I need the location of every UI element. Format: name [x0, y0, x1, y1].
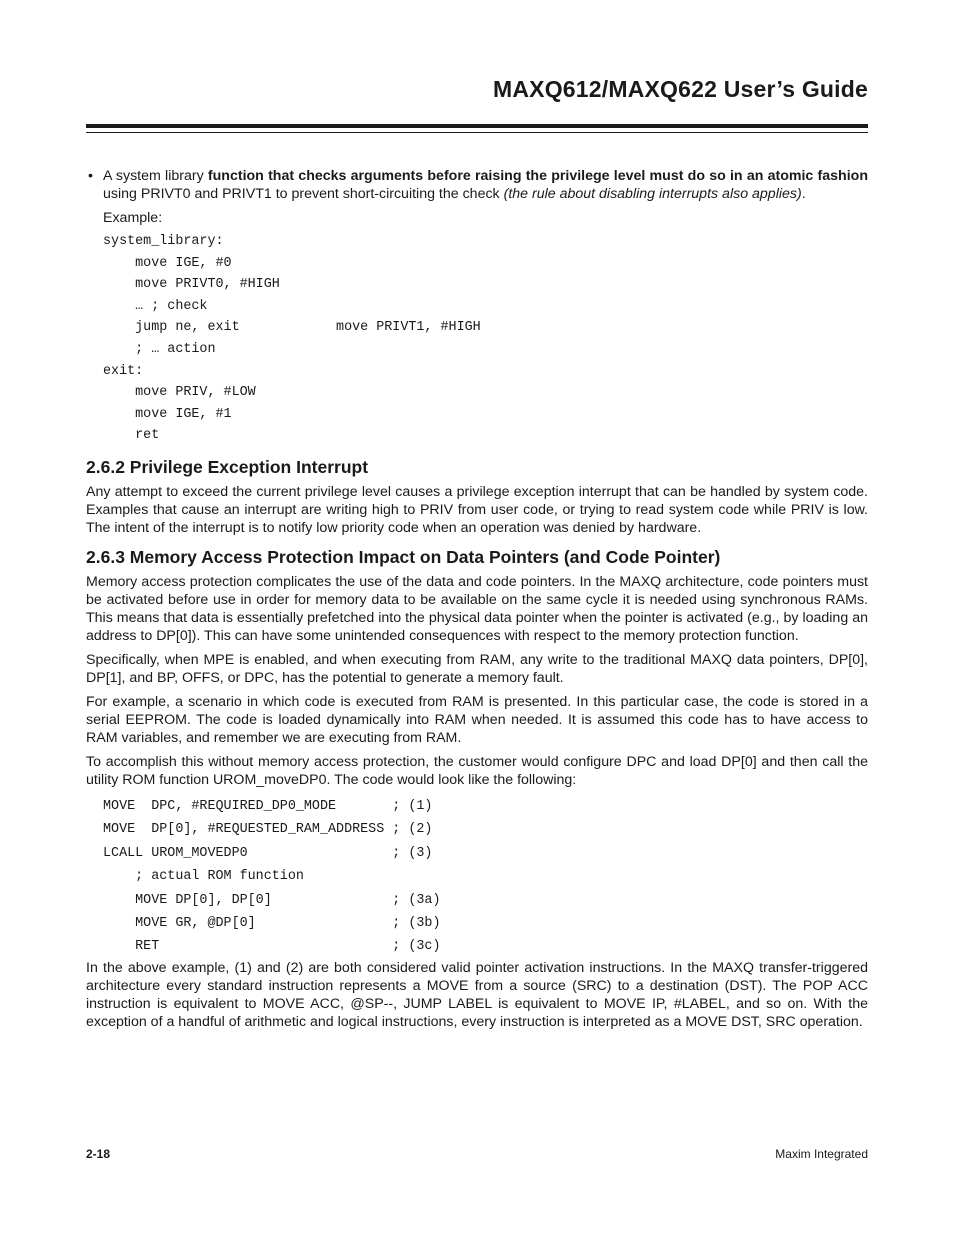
example-label: Example: — [103, 210, 163, 226]
bullet-mid-text: using PRIVT0 and PRIVT1 to prevent short-circuiting the check — [103, 186, 504, 202]
bullet-lead-text: A system library — [103, 168, 208, 184]
code-line: move IGE, #1 — [103, 406, 232, 422]
section-2-6-3-paragraph-5: In the above example, (1) and (2) are both considered valid pointer activation instructions. In the MAXQ transfer-triggered architecture every standard instruction represents a MOVE from a source (SRC) to a destination (DST). The POP ACC instruction is equivalent to MOVE ACC, @SP--, JUMP LABEL is equivalent to MOVE IP, #LABEL, and so on. With the exception of a handful of arithmetic and logical instructions, every instruction is interpreted as a MOVE DST, SRC operation. — [86, 959, 868, 1030]
bullet-bold-text: function that checks arguments before raising the privilege level must do so in an atomic fashion — [207, 168, 868, 184]
bullet-end-text: . — [801, 186, 806, 202]
code-line: exit: — [103, 363, 144, 379]
bullet-dot: • — [88, 168, 93, 184]
code-line: move PRIVT0, #HIGH — [103, 277, 280, 293]
bullet-italic-text: (the rule about disabling interrupts also applies) — [503, 186, 802, 202]
bullet-paragraph — [86, 167, 868, 203]
header-rule-thick — [86, 124, 868, 128]
code-line: ; actual ROM function — [103, 869, 304, 885]
main-content — [86, 167, 868, 1037]
footer-company: Maxim Integrated — [775, 1147, 868, 1161]
section-2-6-3-paragraph-2: Specifically, when MPE is enabled, and when executing from RAM, any write to the traditional MAXQ data pointers, DP[0], DP[1], and BP, OFFS, or DPC, has the potential to generate a memory fault. — [86, 651, 868, 686]
section-heading-2-6-2: 2.6.2 Privilege Exception Interrupt — [86, 456, 369, 477]
code-line: jump ne, exit move PRIVT1, #HIGH — [103, 320, 481, 336]
code-line: … ; check — [103, 298, 208, 314]
code-block-privilege — [86, 231, 868, 447]
code-block-dp0 — [86, 795, 868, 959]
code-line: MOVE DPC, #REQUIRED_DP0_MODE ; (1) — [103, 798, 433, 814]
code-line: ret — [103, 428, 160, 444]
page-number: 2-18 — [86, 1147, 111, 1161]
code-line: system_library: — [103, 234, 224, 249]
code-line: MOVE GR, @DP[0] ; (3b) — [103, 915, 441, 931]
section-2-6-3-paragraph-3: For example, a scenario in which code is executed from RAM is presented. In this particular case, the code is stored in a serial EEPROM. The code is loaded dynamically into RAM when needed. It is assumed this code has to have access to RAM variables, and remember we are executing from RAM. — [86, 693, 868, 746]
section-heading-2-6-3: 2.6.3 Memory Access Protection Impact on Data Pointers (and Code Pointer) — [86, 546, 721, 567]
code-line: RET ; (3c) — [103, 939, 441, 955]
code-line: MOVE DP[0], DP[0] ; (3a) — [103, 892, 441, 908]
header-rule-thin — [86, 132, 868, 133]
code-line: MOVE DP[0], #REQUESTED_RAM_ADDRESS ; (2) — [103, 822, 433, 838]
code-line: LCALL UROM_MOVEDP0 ; (3) — [103, 845, 433, 861]
code-line: ; … action — [103, 341, 216, 357]
section-2-6-3-paragraph-1: Memory access protection complicates the use of the data and code pointers. In the MAXQ architecture, code pointers must be activated before use in order for memory data to be available on the same cycle it is needed using synchronous RAMs. This means that data is essentially prefetched into the physical data pointer when the pointer is activated (e.g., by loading an address to DP[0]). This can have some unintended consequences with respect to the memory protection function. — [86, 573, 868, 644]
code-line: move IGE, #0 — [103, 255, 232, 271]
code-line: move PRIV, #LOW — [103, 385, 256, 401]
section-2-6-3-paragraph-4: To accomplish this without memory access protection, the customer would configure DPC and load DP[0] and then call the utility ROM function UROM_moveDP0. The code would look like the following: — [86, 753, 868, 788]
section-2-6-2-body: Any attempt to exceed the current privilege level causes a privilege exception interrupt that can be handled by system code. Examples that cause an interrupt are writing high to PRIV from user code, or trying to read system code while PRIV is low. The intent of the interrupt is to notify low priority code when an operation was denied by hardware. — [86, 483, 868, 536]
document-title: MAXQ612/MAXQ622 User’s Guide — [492, 76, 868, 102]
